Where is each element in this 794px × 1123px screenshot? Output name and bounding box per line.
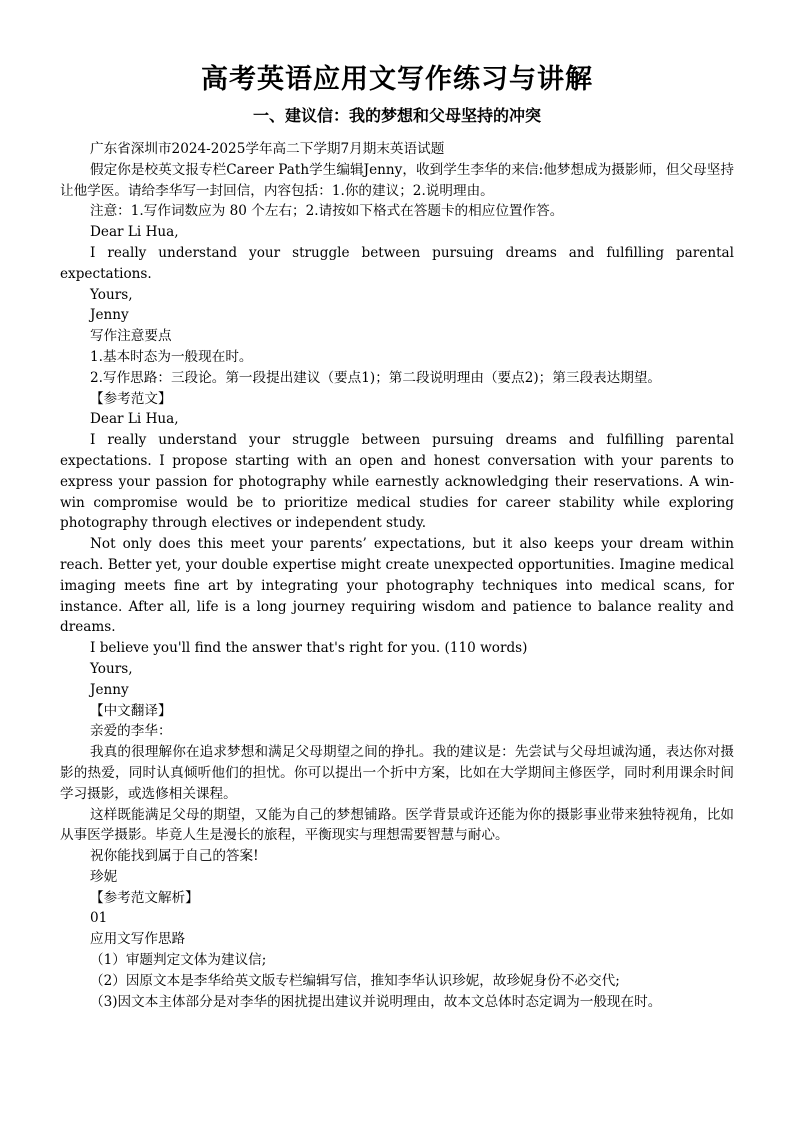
document-page (60, 60, 734, 1012)
letter-closing: Yours, (90, 286, 133, 303)
translation-paragraph: 祝你能找到属于自己的答案! (90, 848, 259, 865)
analysis-point: （3)因文本主体部分是对李华的困扰提出建议并说明理由，故本文总体时态定调为一般现在时。 (90, 993, 662, 1010)
sample-heading: 【参考范文】 (90, 390, 172, 407)
translation-paragraph: 这样既能满足父母的期望，又能为自己的梦想铺路。医学背景或许还能为你的摄影事业带来独特视角，比如从事医学摄影。毕竟人生是漫长的旅程，平衡现实与理想需要智慧与耐心。 (60, 806, 734, 844)
task-prompt: 假定你是校英文报专栏Career Path学生编辑Jenny，收到学生李华的来信:他梦想成为摄影师，但父母坚持让他学医。请给李华写一封回信，内容包括：1.你的建议；2.说明理由。 (60, 161, 734, 199)
letter-opening: I really understand your struggle between pursuing dreams and fulfilling parental expectations. (60, 244, 734, 282)
sample-salutation: Dear Li Hua, (90, 411, 179, 428)
sample-paragraph: I really understand your struggle between pursuing dreams and fulfilling parental expectations. I propose starting with an open and honest conversation with your parents to express your passion for photography while earnestly acknowledging their reservations. A win-win compromise would be to prioritize medical studies for career stability while exploring photography through electives or independent study. (60, 432, 734, 532)
translation-heading: 【中文翻译】 (90, 702, 172, 719)
tip-item: 2.写作思路：三段论。第一段提出建议（要点1)；第二段说明理由（要点2)；第三段表达期望。 (90, 369, 662, 386)
tip-item: 1.基本时态为一般现在时。 (90, 348, 253, 365)
document-title: 高考英语应用文写作练习与讲解 (201, 64, 593, 95)
analysis-point: （1）审题判定文体为建议信; (90, 952, 267, 969)
section-heading: 一、建议信：我的梦想和父母坚持的冲突 (252, 106, 541, 125)
translation-salutation: 亲爱的李华： (90, 723, 172, 740)
translation-paragraph: 我真的很理解你在追求梦想和满足父母期望之间的挣扎。我的建议是：先尝试与父母坦诚沟通，表达你对摄影的热爱，同时认真倾听他们的担忧。你可以提出一个折中方案，比如在大学期间主修医学，同时利用课余时间学习摄影，或选修相关课程。 (60, 744, 734, 802)
letter-signature: Jenny (90, 307, 129, 324)
sample-paragraph: I believe you'll find the answer that's right for you. (110 words) (90, 640, 528, 657)
analysis-heading: 【参考范文解析】 (90, 889, 199, 906)
analysis-point: （2）因原文本是李华给英文版专栏编辑写信，推知李华认识珍妮，故珍妮身份不必交代; (90, 972, 620, 989)
document-body (60, 139, 734, 1012)
exam-source: 广东省深圳市2024-2025学年高二下学期7月期末英语试题 (90, 141, 445, 157)
task-notes: 注意：1.写作词数应为 80 个左右；2.请按如下格式在答题卡的相应位置作答。 (90, 203, 564, 220)
sample-signature: Jenny (90, 681, 129, 698)
analysis-number: 01 (90, 910, 108, 927)
tips-heading: 写作注意要点 (90, 328, 172, 345)
sample-paragraph: Not only does this meet your parents’ expectations, but it also keeps your dream within reach. Better yet, your double expertise might create unexpected opportunities. Imagine medical imaging meets fine art by integrating your photography techniques into medical scans, for instance. After all, life is a long journey requiring wisdom and patience to balance reality and dreams. (60, 536, 734, 636)
letter-salutation: Dear Li Hua, (90, 224, 179, 241)
translation-signature: 珍妮 (90, 868, 118, 885)
sample-closing: Yours, (90, 660, 133, 677)
analysis-subheading: 应用文写作思路 (90, 931, 186, 948)
